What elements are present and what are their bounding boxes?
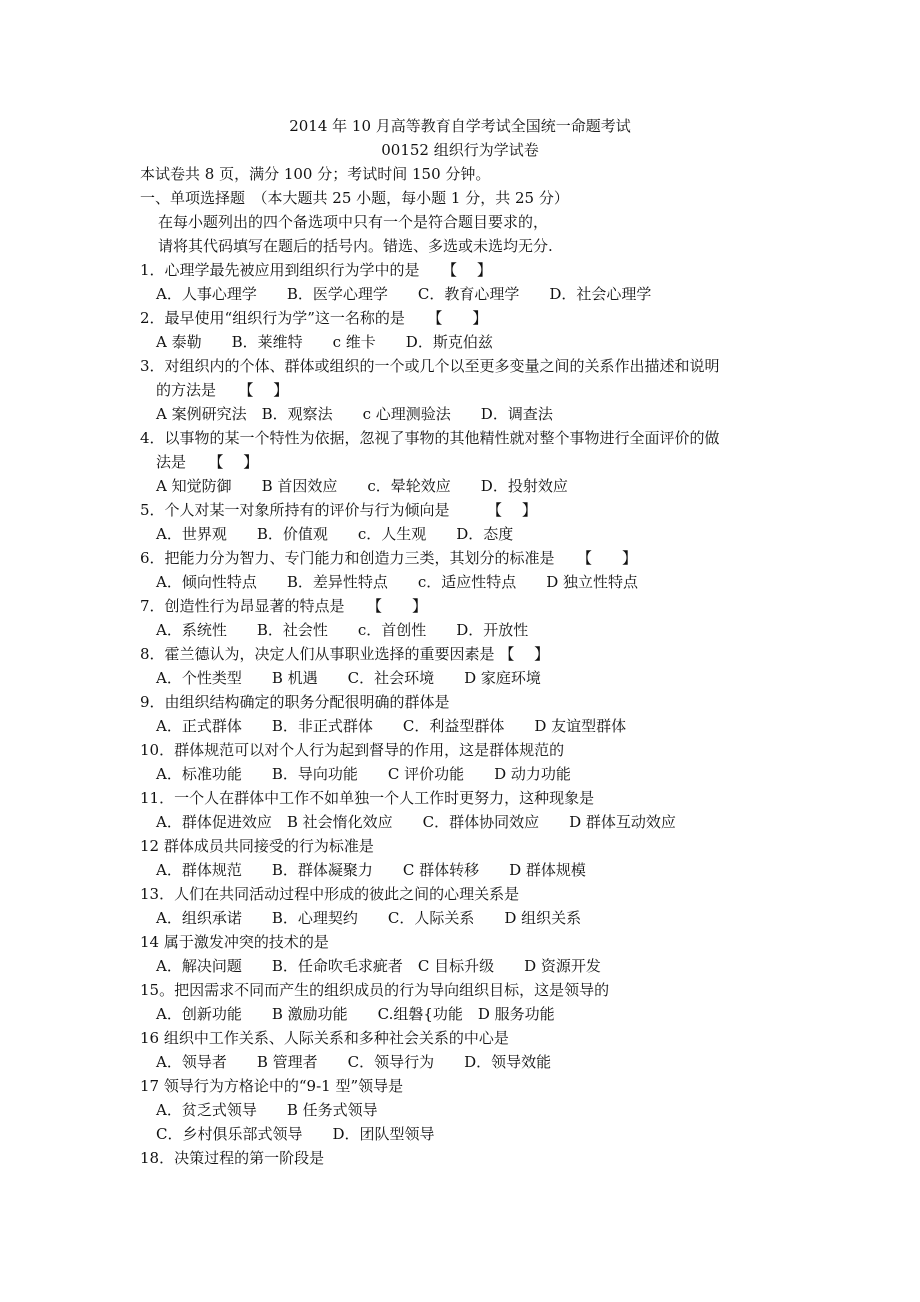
exam-info: 本试卷共 8 页，满分 100 分；考试时间 150 分钟。 — [140, 165, 491, 183]
question-11: 11．一个人在群体中工作不如单独一个人工作时更努力，这种现象是 — [140, 789, 595, 807]
section-instruction: 在每小题列出的四个备选项中只有一个是符合题目要求的， — [158, 213, 549, 231]
question-2: 2．最早使用“组织行为学”这一名称的是 【 】 — [140, 309, 488, 327]
question-1: 1．心理学最先被应用到组织行为学中的是 【 】 — [140, 261, 492, 279]
options-4: A 知觉防御 B 首因效应 c．晕轮效应 D．投射效应 — [156, 477, 568, 495]
question-15: 15。把因需求不同而产生的组织成员的行为导向组织目标，这是领导的 — [140, 981, 610, 999]
options-7: A．系统性 B．社会性 c．首创性 D．开放性 — [156, 621, 529, 639]
options-13: A．组织承诺 B．心理契约 C．人际关系 D 组织关系 — [156, 909, 582, 927]
question-13: 13．人们在共同活动过程中形成的彼此之间的心理关系是 — [140, 885, 520, 903]
options-17b: C．乡村俱乐部式领导 D．团队型领导 — [156, 1125, 435, 1143]
options-10: A．标准功能 B．导向功能 C 评价功能 D 动力功能 — [156, 765, 571, 783]
question-3: 3．对组织内的个体、群体或组织的一个或几个以至更多变量之间的关系作出描述和说明 — [140, 357, 720, 375]
question-10: 10．群体规范可以对个人行为起到督导的作用，这是群体规范的 — [140, 741, 565, 759]
question-8: 8．霍兰德认为，决定人们从事职业选择的重要因素是 【 】 — [140, 645, 550, 663]
question-9: 9．由组织结构确定的职务分配很明确的群体是 — [140, 693, 450, 711]
exam-title: 2014 年 10 月高等教育自学考试全国统一命题考试 — [289, 117, 631, 135]
question-7: 7．创造性行为昂显著的特点是 【 】 — [140, 597, 428, 615]
question-18: 18．决策过程的第一阶段是 — [140, 1149, 325, 1167]
options-17a: A．贫乏式领导 B 任务式领导 — [156, 1101, 378, 1119]
question-6: 6．把能力分为智力、专门能力和创造力三类，其划分的标准是 【 】 — [140, 549, 638, 567]
options-3: A 案例研究法 B．观察法 c 心理测验法 D．调查法 — [156, 405, 553, 423]
options-2: A 泰勒 B．莱维特 c 维卡 D．斯克伯兹 — [156, 333, 493, 351]
question-14: 14 属于激发冲突的技术的是 — [140, 933, 329, 951]
question-4: 4．以事物的某一个特性为依据，忽视了事物的其他精性就对整个事物进行全面评价的做 — [140, 429, 720, 447]
question-3-cont: 的方法是 【 】 — [156, 381, 289, 399]
exam-subtitle: 00152 组织行为学试卷 — [381, 141, 539, 159]
options-8: A．个性类型 B 机遇 C．社会环境 D 家庭环境 — [156, 669, 541, 687]
options-6: A．倾向性特点 B．差异性特点 c．适应性特点 D 独立性特点 — [156, 573, 639, 591]
question-12: 12 群体成员共同接受的行为标准是 — [140, 837, 374, 855]
question-4-cont: 法是 【 】 — [156, 453, 259, 471]
question-16: 16 组织中工作关系、人际关系和多种社会关系的中心是 — [140, 1029, 509, 1047]
options-9: A．正式群体 B．非正式群体 C．利益型群体 D 友谊型群体 — [156, 717, 627, 735]
options-12: A．群体规范 B．群体凝聚力 C 群体转移 D 群体规模 — [156, 861, 586, 879]
section-instruction: 请将其代码填写在题后的括号内。错选、多选或未选均无分. — [158, 237, 553, 255]
options-14: A．解决问题 B．任命吹毛求疵者 C 目标升级 D 资源开发 — [156, 957, 601, 975]
options-1: A．人事心理学 B．医学心理学 C．教育心理学 D．社会心理学 — [156, 285, 652, 303]
options-16: A．领导者 B 管理者 C．领导行为 D．领导效能 — [156, 1053, 552, 1071]
question-17: 17 领导行为方格论中的“9-1 型”领导是 — [140, 1077, 404, 1095]
question-5: 5．个人对某一对象所持有的评价与行为倾向是 【 】 — [140, 501, 537, 519]
options-5: A．世界观 B．价值观 c．人生观 D．态度 — [156, 525, 514, 543]
options-15: A．创新功能 B 激励功能 C.组磐{功能 D 服务功能 — [156, 1005, 555, 1023]
section-heading: 一、单项选择题 （本大题共 25 小题，每小题 1 分，共 25 分） — [140, 189, 569, 207]
options-11: A．群体促进效应 B 社会惰化效应 C．群体协同效应 D 群体互动效应 — [156, 813, 676, 831]
